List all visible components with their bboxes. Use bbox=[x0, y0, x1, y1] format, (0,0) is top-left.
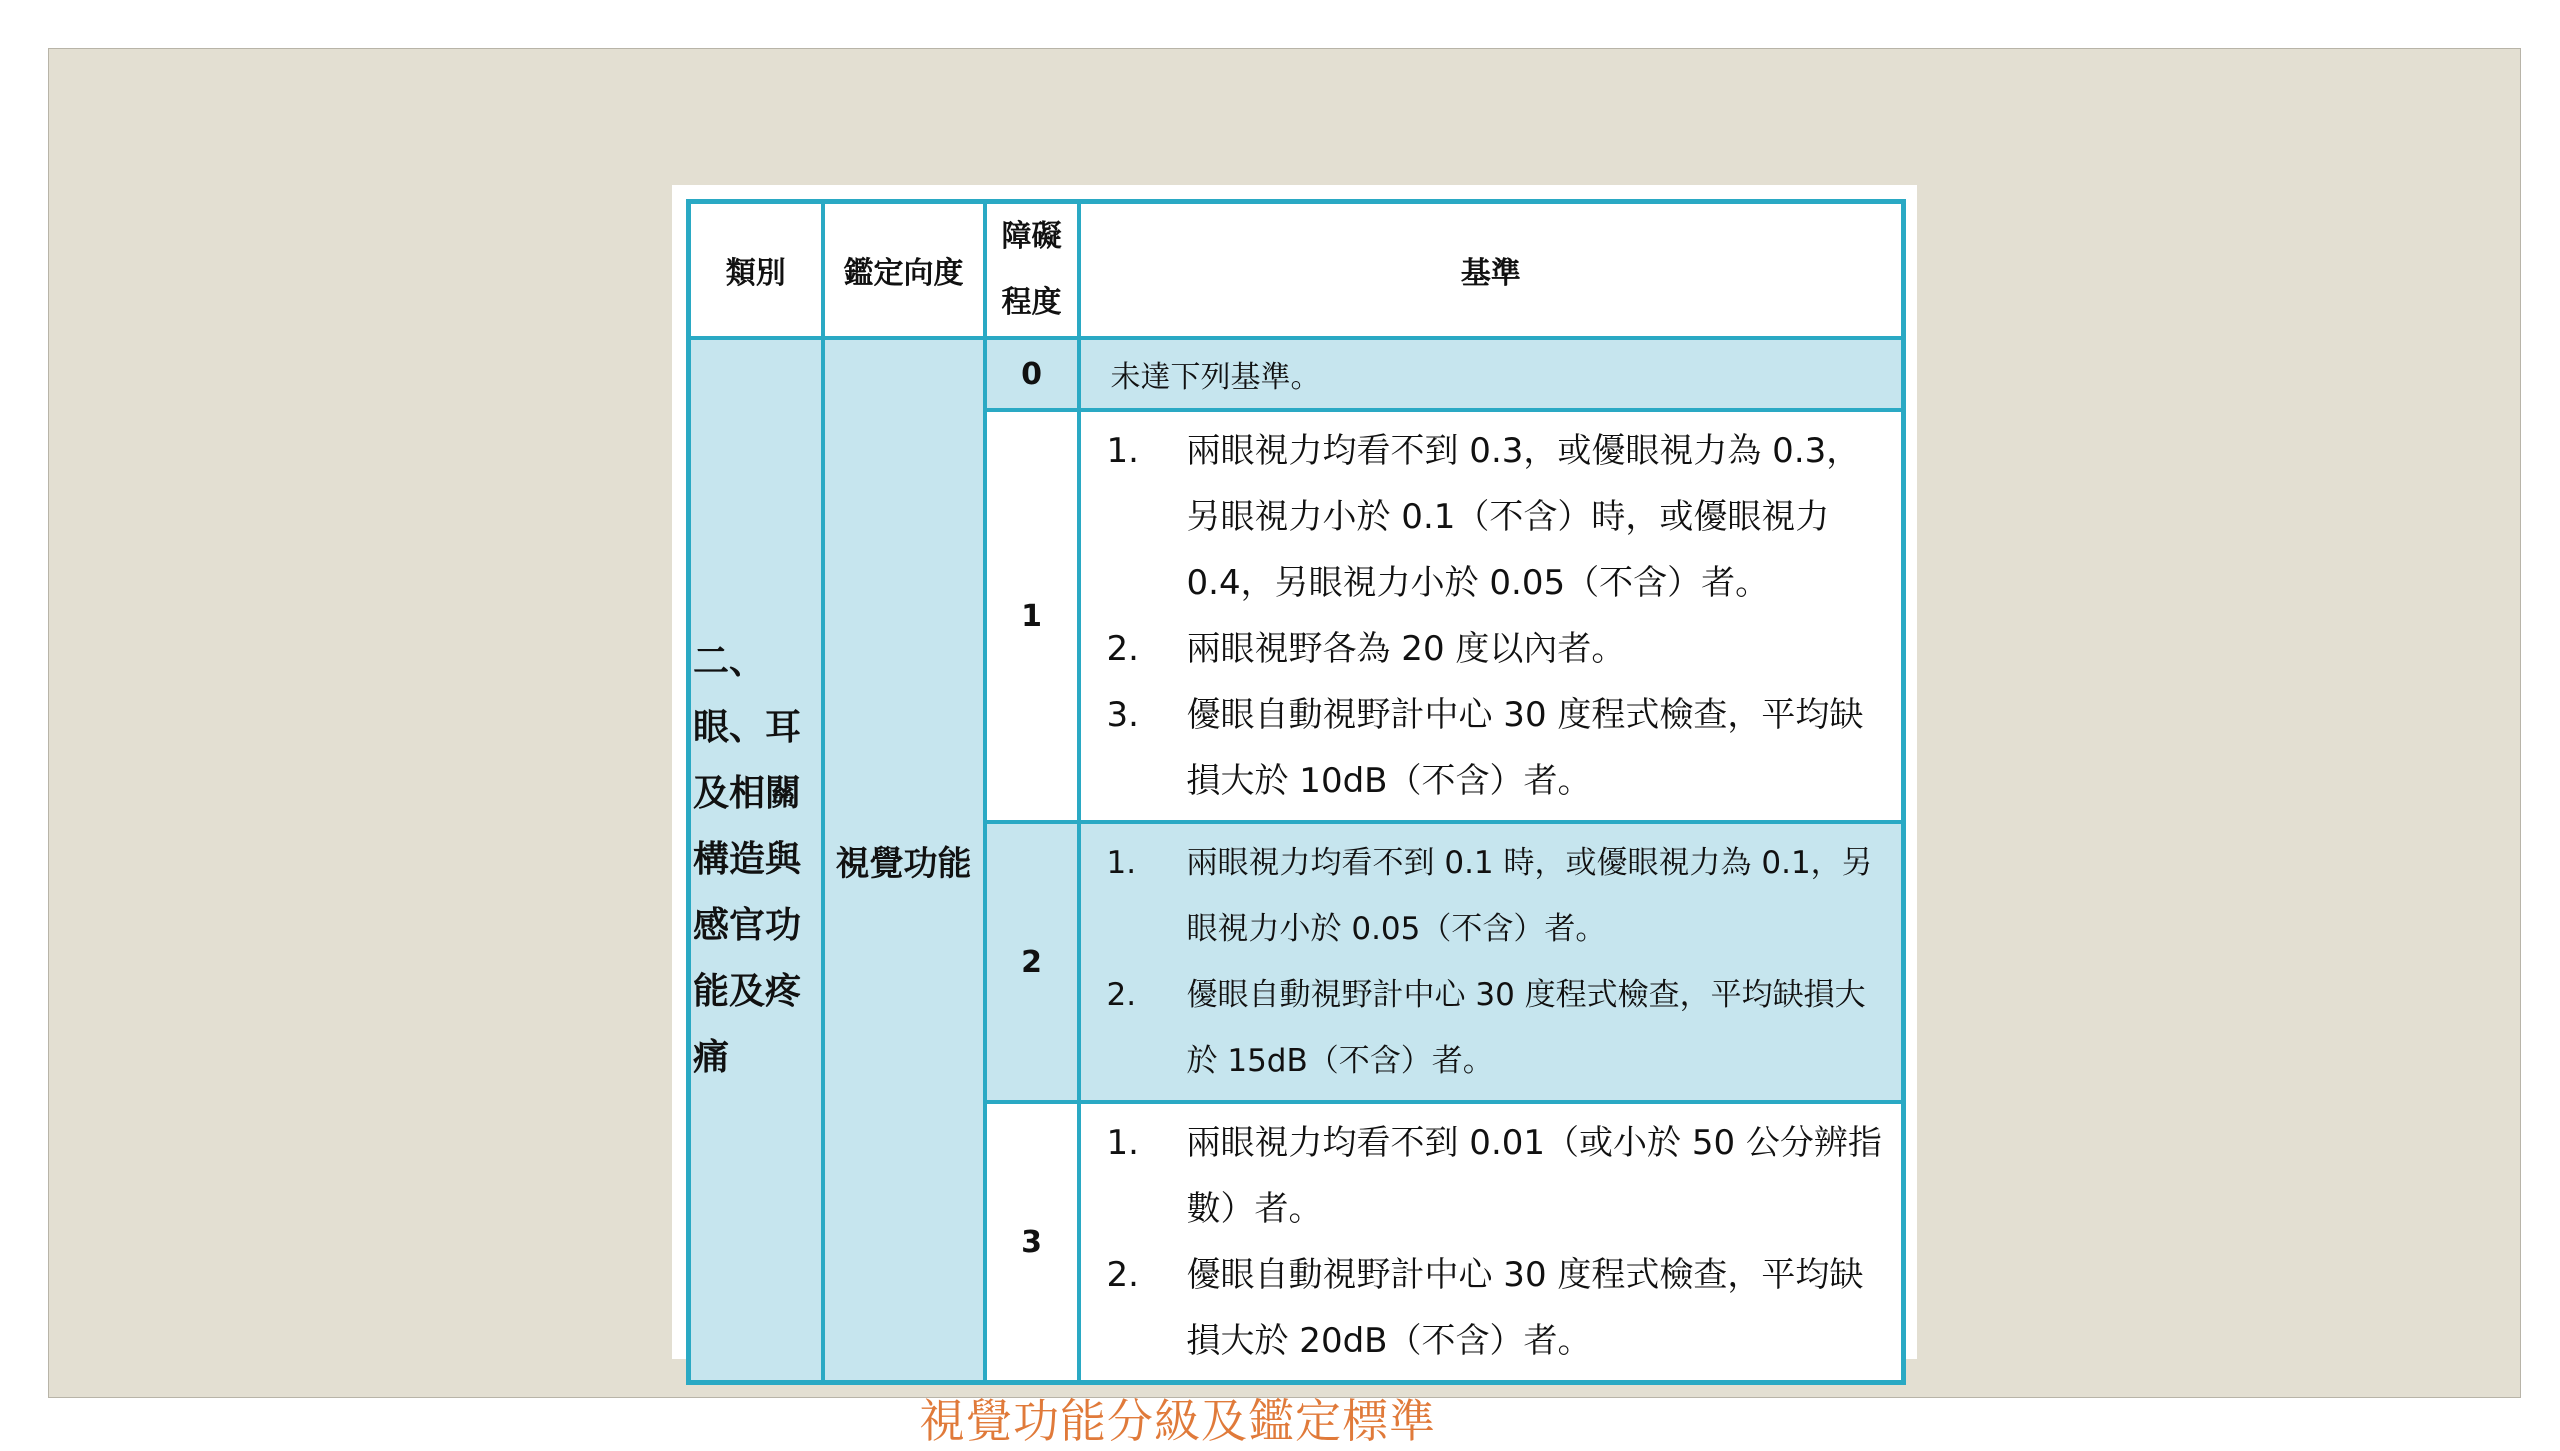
list-item: 2. 優眼自動視野計中心 30 度程式檢查，平均缺損大於 15dB（不含）者。 bbox=[1106, 977, 1866, 1079]
header-aspect: 鑑定向度 bbox=[823, 202, 985, 339]
level-1-list bbox=[1081, 412, 1902, 820]
figure-caption: 視覺功能分級及鑑定標準 bbox=[919, 1394, 1436, 1448]
criteria-table bbox=[686, 199, 1906, 1385]
header-degree: 障礙 程度 bbox=[985, 202, 1079, 339]
category-label: 二、眼、耳及相關構造與感官功能及疼痛 bbox=[693, 641, 802, 1078]
category-cell bbox=[689, 338, 823, 1383]
list-item: 1. 兩眼視力均看不到 0.1 時，或優眼視力為 0.1，另眼視力小於 0.05（不含）者。 bbox=[1106, 845, 1873, 947]
level-3-list bbox=[1081, 1104, 1902, 1380]
level-1-criteria bbox=[1079, 410, 1904, 822]
level-2-criteria bbox=[1079, 822, 1904, 1102]
list-item: 2. 優眼自動視野計中心 30 度程式檢查，平均缺損大於 20dB（不含）者。 bbox=[1106, 1255, 1864, 1361]
level-1-cell: 1 bbox=[985, 410, 1079, 822]
list-item: 1. 兩眼視力均看不到 0.3，或優眼視力為 0.3，另眼視力小於 0.1（不含）時，或優眼視力 0.4，另眼視力小於 0.05（不含）者。 bbox=[1106, 431, 1861, 603]
level-0-criteria: 未達下列基準。 bbox=[1079, 338, 1904, 410]
list-item: 2. 兩眼視野各為 20 度以內者。 bbox=[1106, 629, 1626, 669]
list-item: 3. 優眼自動視野計中心 30 度程式檢查，平均缺損大於 10dB（不含）者。 bbox=[1106, 695, 1864, 801]
level-3-cell: 3 bbox=[985, 1102, 1079, 1383]
header-category: 類別 bbox=[689, 202, 823, 339]
level-0-cell: 0 bbox=[985, 338, 1079, 410]
list-item: 1. 兩眼視力均看不到 0.01（或小於 50 公分辨指數）者。 bbox=[1106, 1123, 1882, 1229]
level-2-list bbox=[1081, 824, 1902, 1100]
level-2-cell: 2 bbox=[985, 822, 1079, 1102]
aspect-cell: 視覺功能 bbox=[823, 338, 985, 1383]
slide-panel bbox=[48, 48, 2521, 1448]
header-criteria: 基準 bbox=[1079, 202, 1904, 339]
table-card bbox=[672, 185, 1917, 1359]
level-3-criteria bbox=[1079, 1102, 1904, 1383]
